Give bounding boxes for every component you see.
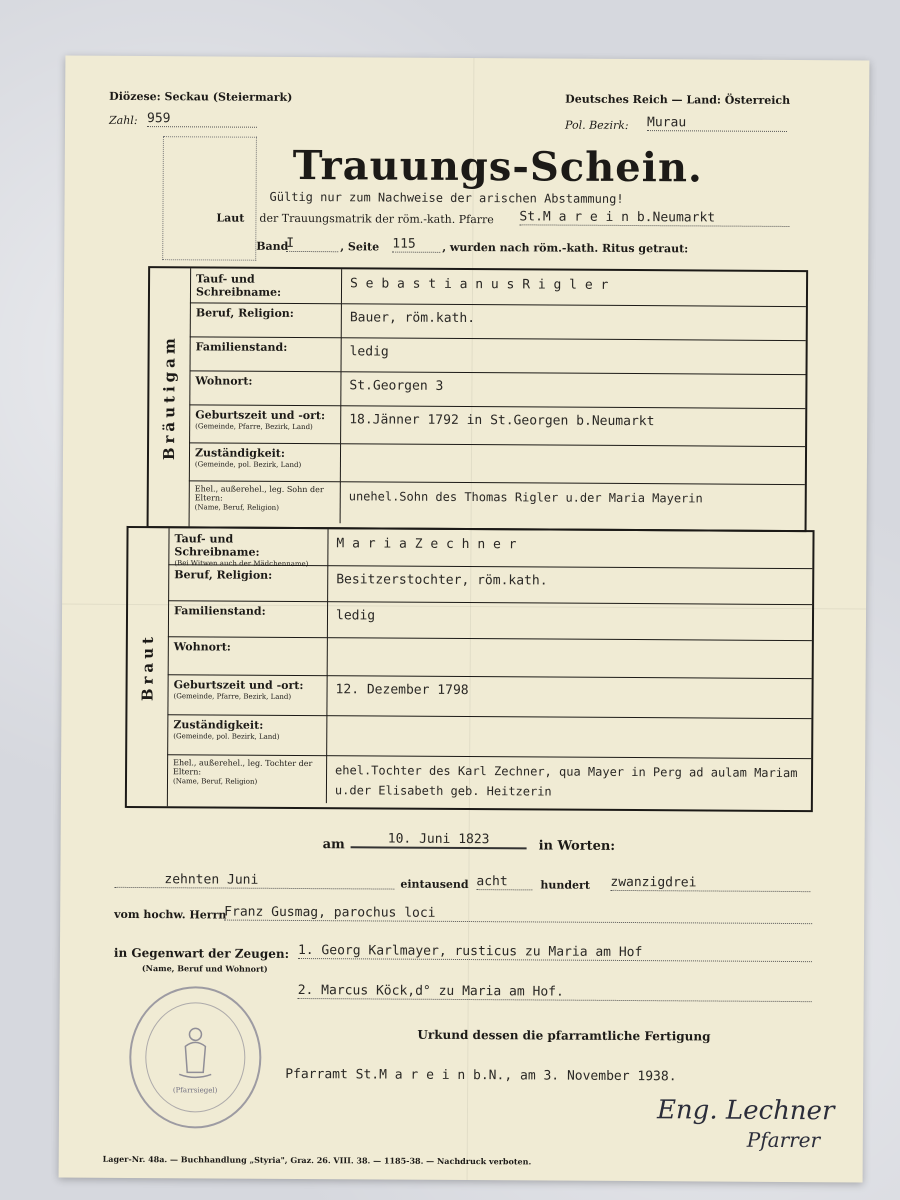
- signature-title: Pfarrer: [746, 1127, 821, 1153]
- bride-row-name: Tauf- und Schreibname: (Bei Witwen auch der Mädchenname) M a r i a Z e c h n e r: [168, 528, 812, 569]
- witnesses-sub: (Name, Beruf und Wohnort): [141, 963, 268, 974]
- groom-row-residence: Wohnort: St.Georgen 3: [189, 370, 805, 409]
- groom-birth-value: 18.Jänner 1792 in St.Georgen b.Neumarkt: [349, 412, 655, 430]
- groom-row-name: Tauf- und Schreibname: S e b a s t i a n u s R i g l e r: [190, 268, 806, 307]
- date-words-day: zehnten Juni: [114, 872, 394, 890]
- groom-status-value: ledig: [349, 344, 389, 360]
- bride-table: [167, 528, 813, 810]
- certificate-subtitle: Gültig nur zum Nachweise der arischen Abstammung!: [269, 189, 624, 206]
- hundred-words-value: acht: [476, 874, 532, 890]
- photo-placeholder-box: [162, 136, 257, 261]
- footer-print-note: Lager-Nr. 48a. — Buchhandlung „Styria", Graz. 26. VIII. 38. — 1185-38. — Nachdruck verboten.: [102, 1153, 532, 1167]
- bride-birth-value: 12. Dezember 1798: [335, 682, 469, 699]
- bride-row-occupation: Beruf, Religion: Besitzerstochter, röm.kath.: [168, 564, 812, 605]
- signature-name: Eng. Lechner: [656, 1095, 835, 1127]
- zahl-label: Zahl:: [108, 113, 138, 127]
- bride-row-jurisdiction: Zuständigkeit: (Gemeinde, pol. Bezirk, Land): [167, 714, 811, 759]
- groom-row-occupation: Beruf, Religion: Bauer, röm.kath.: [190, 302, 806, 341]
- date-am-label: am: [322, 837, 345, 853]
- diocese-label: Diözese: Seckau (Steiermark): [109, 89, 293, 104]
- groom-row-parents: Ehel., außerehel., leg. Sohn der Eltern: (Name, Beruf, Religion) unehel.Sohn des Thomas Rigler u.der Maria Mayerin: [189, 480, 805, 526]
- witness-1-value: 1. Georg Karlmayer, rusticus zu Maria am Hof: [298, 943, 812, 962]
- ritus-label: , wurden nach röm.-kath. Ritus getraut:: [442, 240, 689, 256]
- seite-label: , Seite: [340, 240, 380, 254]
- groom-residence-value: St.Georgen 3: [349, 378, 444, 394]
- groom-row-jurisdiction: Zuständigkeit: (Gemeinde, pol. Bezirk, Land): [189, 442, 805, 485]
- bezirk-label: Pol. Bezirk:: [564, 118, 629, 132]
- bride-residence-value: [328, 637, 812, 678]
- seal-label: (Pfarrsiegel): [172, 1086, 218, 1095]
- certificate-title: Trauungs-Schein.: [292, 141, 704, 192]
- band-value: I: [286, 236, 338, 252]
- bride-parents-value: ehel.Tochter des Karl Zechner, qua Mayer in Perg ad aulam Mariam u.der Elisabeth geb. Heitzerin: [334, 763, 798, 799]
- groom-table: [189, 268, 807, 530]
- laut-label: Laut: [216, 211, 245, 225]
- groom-side-label: Bräutigam: [149, 268, 192, 526]
- priest-value: Franz Gusmag, parochus loci: [224, 905, 812, 925]
- groom-name-value: S e b a s t i a n u s R i g l e r: [349, 276, 609, 293]
- priest-label: vom hochw. Herrn: [114, 907, 227, 922]
- hundert-label: hundert: [540, 878, 590, 892]
- bride-row-birth: Geburtszeit und -ort: (Gemeinde, Pfarre, Bezirk, Land) 12. Dezember 1798: [167, 674, 811, 719]
- parish-value: St.M a r e i n b.Neumarkt: [519, 209, 789, 227]
- state-label: Deutsches Reich — Land: Österreich: [565, 92, 791, 107]
- band-label: Band: [256, 239, 289, 253]
- marriage-date-value: 10. Juni 1823: [351, 831, 527, 849]
- witnesses-label: in Gegenwart der Zeugen:: [113, 945, 290, 961]
- groom-row-status: Familienstand: ledig: [190, 336, 806, 375]
- groom-section: [147, 266, 809, 532]
- zahl-value: 959: [147, 111, 257, 128]
- bezirk-value: Murau: [647, 115, 787, 132]
- groom-parents-value: unehel.Sohn des Thomas Rigler u.der Maria Mayerin: [348, 489, 703, 506]
- bride-section: [125, 526, 815, 812]
- groom-row-birth: Geburtszeit und -ort: (Gemeinde, Pfarre, Bezirk, Land) 18.Jänner 1792 in St.Georgen b.Neumarkt: [189, 404, 805, 447]
- bride-side-label: Braut: [127, 528, 170, 806]
- bride-occupation-value: Besitzerstochter, röm.kath.: [336, 572, 548, 589]
- witness-2-value: 2. Marcus Köck,d° zu Maria am Hof.: [298, 983, 812, 1002]
- eintausend-label: eintausend: [400, 877, 469, 892]
- groom-occupation-value: Bauer, röm.kath.: [349, 310, 476, 327]
- groom-jurisdiction-value: [341, 443, 805, 484]
- bride-row-status: Familienstand: ledig: [168, 600, 812, 641]
- year-words-value: zwanzigdrei: [610, 875, 810, 892]
- in-worten-label: in Worten:: [538, 838, 616, 854]
- bride-row-parents: Ehel., außerehel., leg. Tochter der Eltern: (Name, Beruf, Religion) ehel.Tochter des Karl Zechner, qua Mayer in Perg ad aulam Mariam u.der Elisabeth geb. Heitzerin: [167, 754, 811, 806]
- seite-value: 115: [392, 237, 440, 253]
- bride-name-value: M a r i a Z e c h n e r: [336, 536, 517, 553]
- place-date-value: Pfarramt St.M a r e i n b.N., am 3. November 1938.: [285, 1066, 677, 1085]
- seal-figure-icon: [175, 1024, 215, 1080]
- matrik-label: der Trauungsmatrik der röm.-kath. Pfarre: [259, 211, 494, 227]
- bride-jurisdiction-value: [327, 715, 811, 758]
- marriage-certificate: [59, 56, 870, 1183]
- parish-seal: [129, 986, 262, 1129]
- bride-row-residence: Wohnort:: [168, 636, 812, 679]
- bride-status-value: ledig: [335, 608, 376, 624]
- urkund-text: Urkund dessen die pfarramtliche Fertigung: [417, 1027, 711, 1044]
